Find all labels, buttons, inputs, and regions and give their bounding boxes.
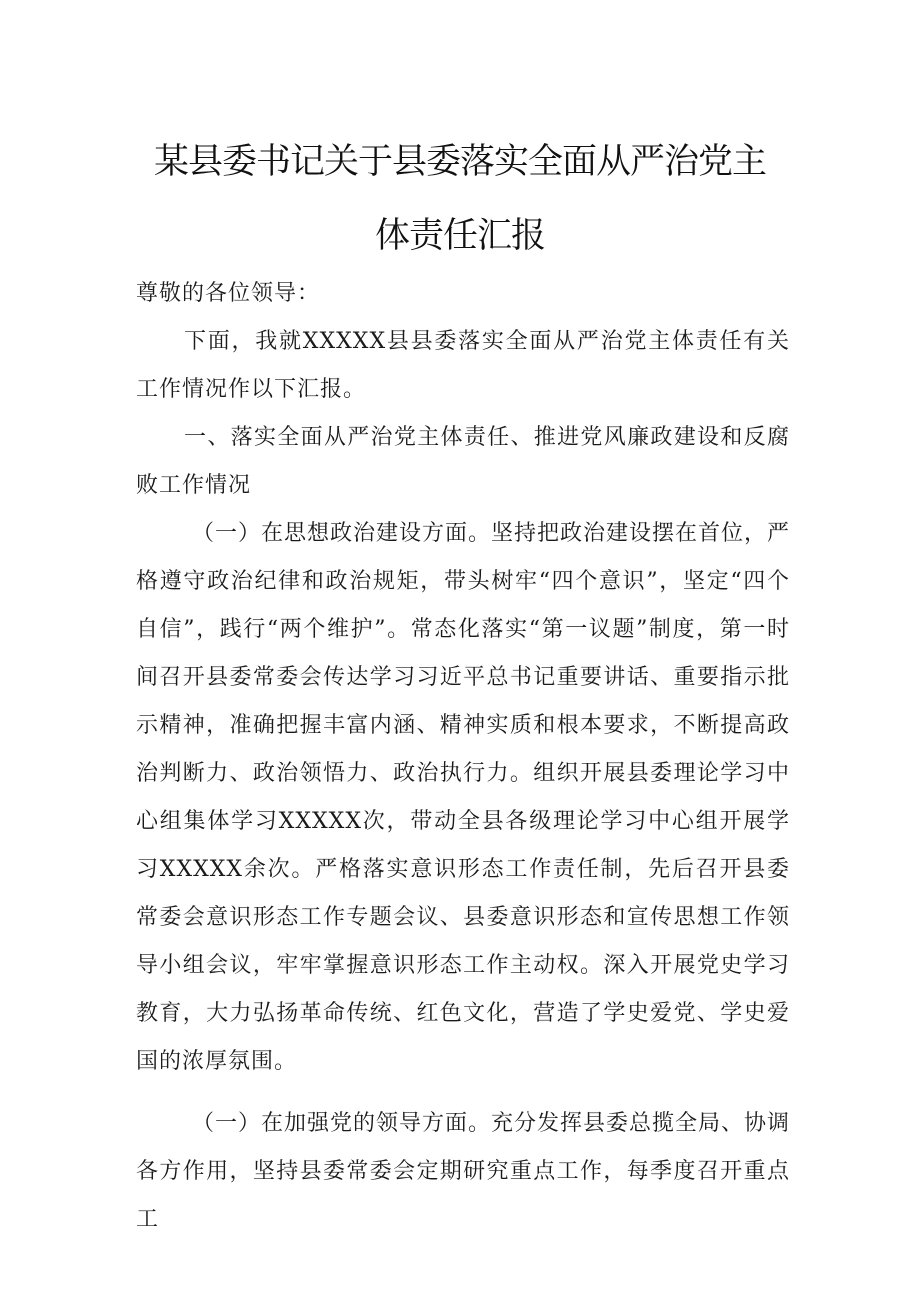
document-title-line-2: 体责任汇报 — [374, 216, 545, 256]
section-heading-1: 一、落实全面从严治党主体责任、推进党风廉政建设和反腐败工作情况 — [136, 425, 790, 498]
paragraph-political-building: （一）在思想政治建设方面。坚持把政治建设摆在首位，严格遵守政治纪律和政治规矩，带头树牢“四个意识”，坚定“四个自信”，践行“两个维护”。常态化落实“第一议题”制度，第一时间召开县委常委会传达学习习近平总书记重要讲话、重要指示批示精神，准确把握丰富内涵、精神实质和根本要求，不断提高政治判断力、政治领悟力、政治执行力。组织开展县委理论学习中心组集体学习XXXXX次，带动全县各级理论学习中心组开展学习XXXXX余次。严格落实意识形态工作责任制，先后召开县委常委会意识形态工作专题会议、县委意识形态和宣传思想工作领导小组会议，牢牢掌握意识形态工作主动权。深入开展党史学习教育，大力弘扬革命传统、红色文化，营造了学史爱党、学史爱国的浓厚氛围。 — [136, 521, 791, 1074]
paragraph-party-leadership: （一）在加强党的领导方面。充分发挥县委总揽全局、协调各方作用，坚持县委常委会定期研究重点工作，每季度召开重点工 — [136, 1111, 791, 1232]
salutation: 尊敬的各位领导： — [136, 281, 321, 306]
paragraph-intro: 下面，我就XXXXX县县委落实全面从严治党主体责任有关工作情况作以下汇报。 — [136, 329, 790, 402]
document-body — [136, 270, 790, 1244]
document-title-line-1: 某县委书记关于县委落实全面从严治党主 — [153, 142, 766, 182]
